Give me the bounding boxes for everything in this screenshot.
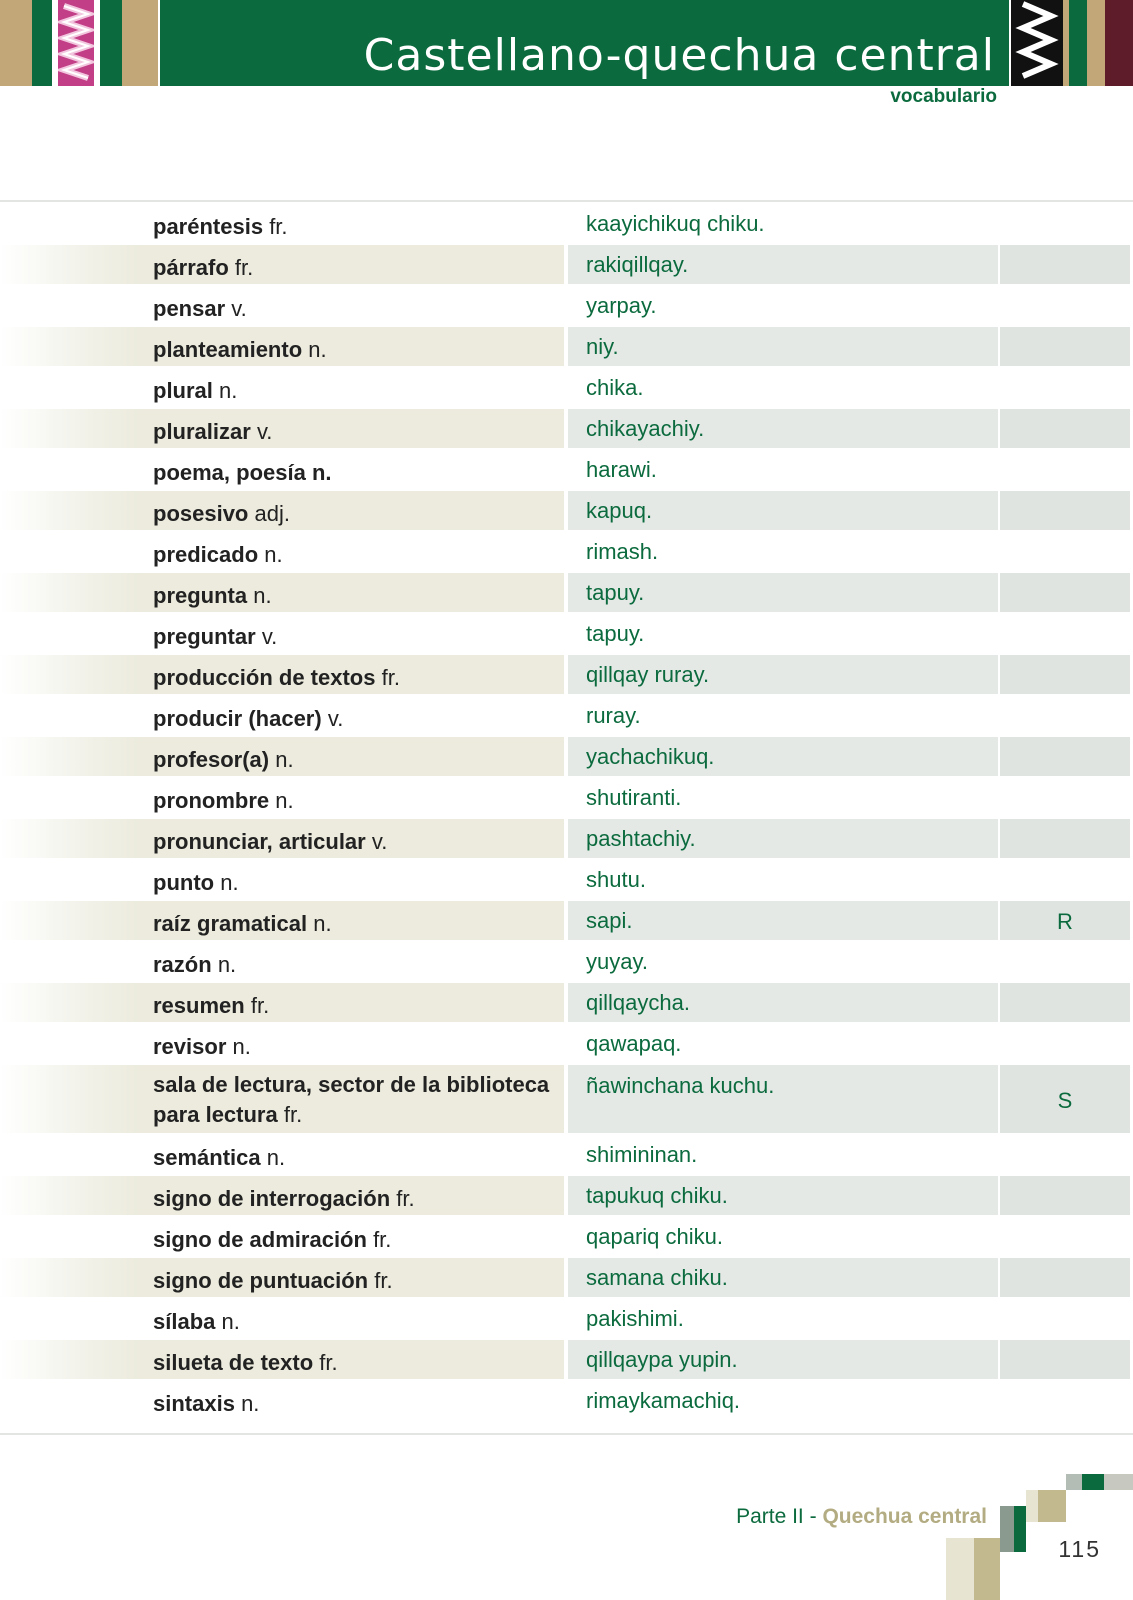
quechua-translation: tapuy. [586,580,645,605]
term-headword: plural [153,378,213,403]
part-of-speech: fr. [374,1268,393,1293]
row-background [1000,655,1130,694]
spanish-term [153,499,553,529]
term-headword: predicado [153,542,259,567]
row-background [1000,778,1130,817]
table-row [0,1064,1133,1134]
footer-part: Parte II [736,1505,804,1528]
part-of-speech: n. [232,1034,251,1059]
divider [0,1433,1133,1435]
row-background [1000,1217,1130,1256]
spanish-term [153,663,553,693]
quechua-translation: pakishimi. [586,1306,684,1331]
term-headword: pregunta [153,583,248,608]
spanish-term [153,622,553,652]
part-of-speech: n. [308,337,327,362]
zigzag-pattern-icon [1011,0,1063,86]
spanish-term [153,745,553,775]
decor-stripe-tan [0,0,32,86]
decor-block [1038,1490,1066,1522]
spanish-term [153,991,553,1021]
term-headword: preguntar [153,624,256,649]
part-of-speech: n. [275,747,294,772]
row-background [1000,491,1130,530]
table-row [0,572,1133,613]
row-background [1000,245,1130,284]
quechua-translation: samana chiku. [586,1265,728,1290]
term-headword: pronunciar, articular [153,829,366,854]
table-row [0,613,1133,654]
decor-stripe-tan [122,0,158,86]
term-headword: pronombre [153,788,270,813]
term-headword: signo de admiración [153,1227,367,1252]
spanish-term [153,868,553,898]
quechua-translation: rimash. [586,539,659,564]
table-row [0,1216,1133,1257]
quechua-translation: qillqay ruray. [586,662,710,687]
page-header [0,0,1133,88]
quechua-translation: ruray. [586,703,641,728]
row-background [568,327,998,366]
spanish-term [153,294,553,324]
part-of-speech: fr. [250,993,270,1018]
row-background [1000,942,1130,981]
spanish-term [153,950,553,980]
spanish-term [153,704,553,734]
row-background [1000,368,1130,407]
part-of-speech: fr. [373,1227,392,1252]
row-background [1000,204,1130,243]
quechua-translation: yachachikuq. [586,744,715,769]
term-headword: punto [153,870,215,895]
row-background [1000,1381,1130,1420]
term-headword: posesivo [153,501,249,526]
row-background [1000,983,1130,1022]
zigzag-pattern-icon [58,0,94,86]
spanish-term [153,335,553,365]
part-of-speech: n. [275,788,294,813]
row-background [1000,614,1130,653]
page-number: 115 [1058,1536,1101,1562]
quechua-translation: ñawinchana kuchu. [586,1073,775,1098]
term-headword: raíz gramatical [153,911,308,936]
table-row [0,285,1133,326]
quechua-translation: yarpay. [586,293,657,318]
quechua-translation: qapariq chiku. [586,1224,723,1249]
table-row [0,408,1133,449]
spanish-term [153,581,553,611]
part-of-speech: n. [221,1309,240,1334]
row-background [1000,286,1130,325]
decor-block [1026,1490,1038,1522]
row-background [1000,450,1130,489]
table-row [0,695,1133,736]
table-row [0,490,1133,531]
part-of-speech: v. [327,706,344,731]
quechua-translation: qawapaq. [586,1031,682,1056]
part-of-speech: n. [217,952,237,977]
quechua-translation: qillqaypa yupin. [586,1347,738,1372]
decor-stripe-green [100,0,122,86]
table-row [0,736,1133,777]
footer-language: Quechua central [822,1505,987,1528]
page-title: Castellano-quechua central [363,30,995,81]
table-row [0,941,1133,982]
row-background [1000,1135,1130,1174]
row-background [1000,532,1130,571]
part-of-speech: n. [313,911,332,936]
spanish-term [153,458,553,488]
section-letter: R [1057,909,1073,934]
spanish-term [153,376,553,406]
spanish-term [153,212,553,242]
quechua-translation: shutu. [586,867,646,892]
decor-stripe-maroon [1105,0,1133,86]
quechua-translation: chikayachiy. [586,416,705,441]
decor-block [974,1538,1000,1600]
term-headword: planteamiento [153,337,303,362]
part-of-speech: v. [371,829,388,854]
row-background [1000,1258,1130,1297]
part-of-speech: v. [256,419,273,444]
part-of-speech: fr. [319,1350,338,1375]
table-row [0,1380,1133,1421]
spanish-term [153,1032,553,1062]
spanish-term [153,540,553,570]
vocabulary-table [0,203,1133,1421]
divider [0,200,1133,202]
term-headword: pensar [153,296,226,321]
footer-section-label [736,1505,987,1529]
row-background [1000,1299,1130,1338]
term-headword: signo de interrogación [153,1186,391,1211]
spanish-term [153,909,553,939]
quechua-translation: yuyay. [586,949,648,974]
table-row [0,777,1133,818]
spanish-term [153,1143,553,1173]
row-background [1000,737,1130,776]
spanish-term [153,1389,553,1419]
row-background [1000,1176,1130,1215]
decor-block [946,1538,974,1600]
part-of-speech: adj. [254,501,290,526]
spanish-term [153,253,553,283]
quechua-translation: sapi. [586,908,633,933]
quechua-translation: kapuq. [586,498,653,523]
part-of-speech: v. [231,296,247,321]
row-background [1000,1340,1130,1379]
quechua-translation: chika. [586,375,644,400]
table-row [0,1257,1133,1298]
spanish-term [153,1307,553,1337]
table-row [0,1134,1133,1175]
decor-block [1066,1474,1082,1490]
table-row [0,859,1133,900]
pattern-stripe-magenta [58,0,94,86]
term-headword: sintaxis [153,1391,235,1416]
spanish-term [153,417,553,447]
spanish-term [153,1184,553,1214]
decor-stripe-green [1069,0,1087,86]
decor-block [1104,1474,1133,1490]
pattern-stripe-black [1011,0,1063,86]
row-background [1000,409,1130,448]
quechua-translation: qillqaycha. [586,990,690,1015]
part-of-speech: n. [220,870,239,895]
part-of-speech: n. [264,542,283,567]
section-letter: S [1057,1088,1073,1113]
part-of-speech: v. [261,624,278,649]
row-background [1000,327,1130,366]
decor-block [1014,1506,1026,1552]
term-headword: pluralizar [153,419,251,444]
part-of-speech: fr. [234,255,254,280]
term-headword: signo de puntuación [153,1268,369,1293]
row-background [1000,573,1130,612]
table-row [0,449,1133,490]
table-row [0,654,1133,695]
term-headword: revisor [153,1034,227,1059]
quechua-translation: kaayichikuq chiku. [586,211,765,236]
table-row [0,1175,1133,1216]
row-background [1000,696,1130,735]
table-row [0,982,1133,1023]
quechua-translation: shutiranti. [586,785,682,810]
term-headword: sala de lectura, sector de la biblioteca para lectura [153,1072,550,1127]
spanish-term [153,1225,553,1255]
decor-stripe-tan [1087,0,1105,86]
quechua-translation: tapuy. [586,621,645,646]
term-headword: párrafo [153,255,229,280]
spanish-term [153,1348,553,1378]
term-headword: resumen [153,993,245,1018]
term-headword: profesor(a) [153,747,270,772]
term-headword: poema, poesía n. [153,460,332,485]
term-gap [332,460,338,485]
part-of-speech: fr. [396,1186,415,1211]
part-of-speech: fr. [283,1102,303,1127]
term-headword: sílaba [153,1309,216,1334]
term-headword: silueta de texto [153,1350,314,1375]
part-of-speech: n. [241,1391,260,1416]
quechua-translation: harawi. [586,457,657,482]
quechua-translation: pashtachiy. [586,826,696,851]
table-row [0,531,1133,572]
term-headword: paréntesis [153,214,264,239]
decor-stripe-green [32,0,52,86]
table-row [0,203,1133,244]
spanish-term [153,827,553,857]
table-row [0,818,1133,859]
part-of-speech: n. [266,1145,286,1170]
part-of-speech: fr. [381,665,400,690]
table-row [0,367,1133,408]
footer-separator: - [803,1505,823,1528]
spanish-term [153,1070,553,1130]
part-of-speech: n. [219,378,238,403]
table-row [0,1023,1133,1064]
row-background [1000,860,1130,899]
table-row [0,1298,1133,1339]
spanish-term [153,1266,553,1296]
quechua-translation: tapukuq chiku. [586,1183,728,1208]
term-headword: razón [153,952,212,977]
part-of-speech: fr. [269,214,288,239]
term-headword: producción de textos [153,665,376,690]
decor-block [1000,1506,1014,1552]
quechua-translation: shimininan. [586,1142,698,1167]
table-row [0,326,1133,367]
table-row [0,900,1133,941]
quechua-translation: rimaykamachiq. [586,1388,741,1413]
page-subtitle: vocabulario [890,86,997,107]
term-headword: producir (hacer) [153,706,322,731]
row-background [1000,1024,1130,1063]
part-of-speech: n. [253,583,272,608]
quechua-translation: niy. [586,334,619,359]
table-row [0,244,1133,285]
table-row [0,1339,1133,1380]
row-background [568,901,998,940]
spanish-term [153,786,553,816]
quechua-translation: rakiqillqay. [586,252,689,277]
decor-block [1082,1474,1104,1490]
term-headword: semántica [153,1145,261,1170]
row-background [1000,819,1130,858]
